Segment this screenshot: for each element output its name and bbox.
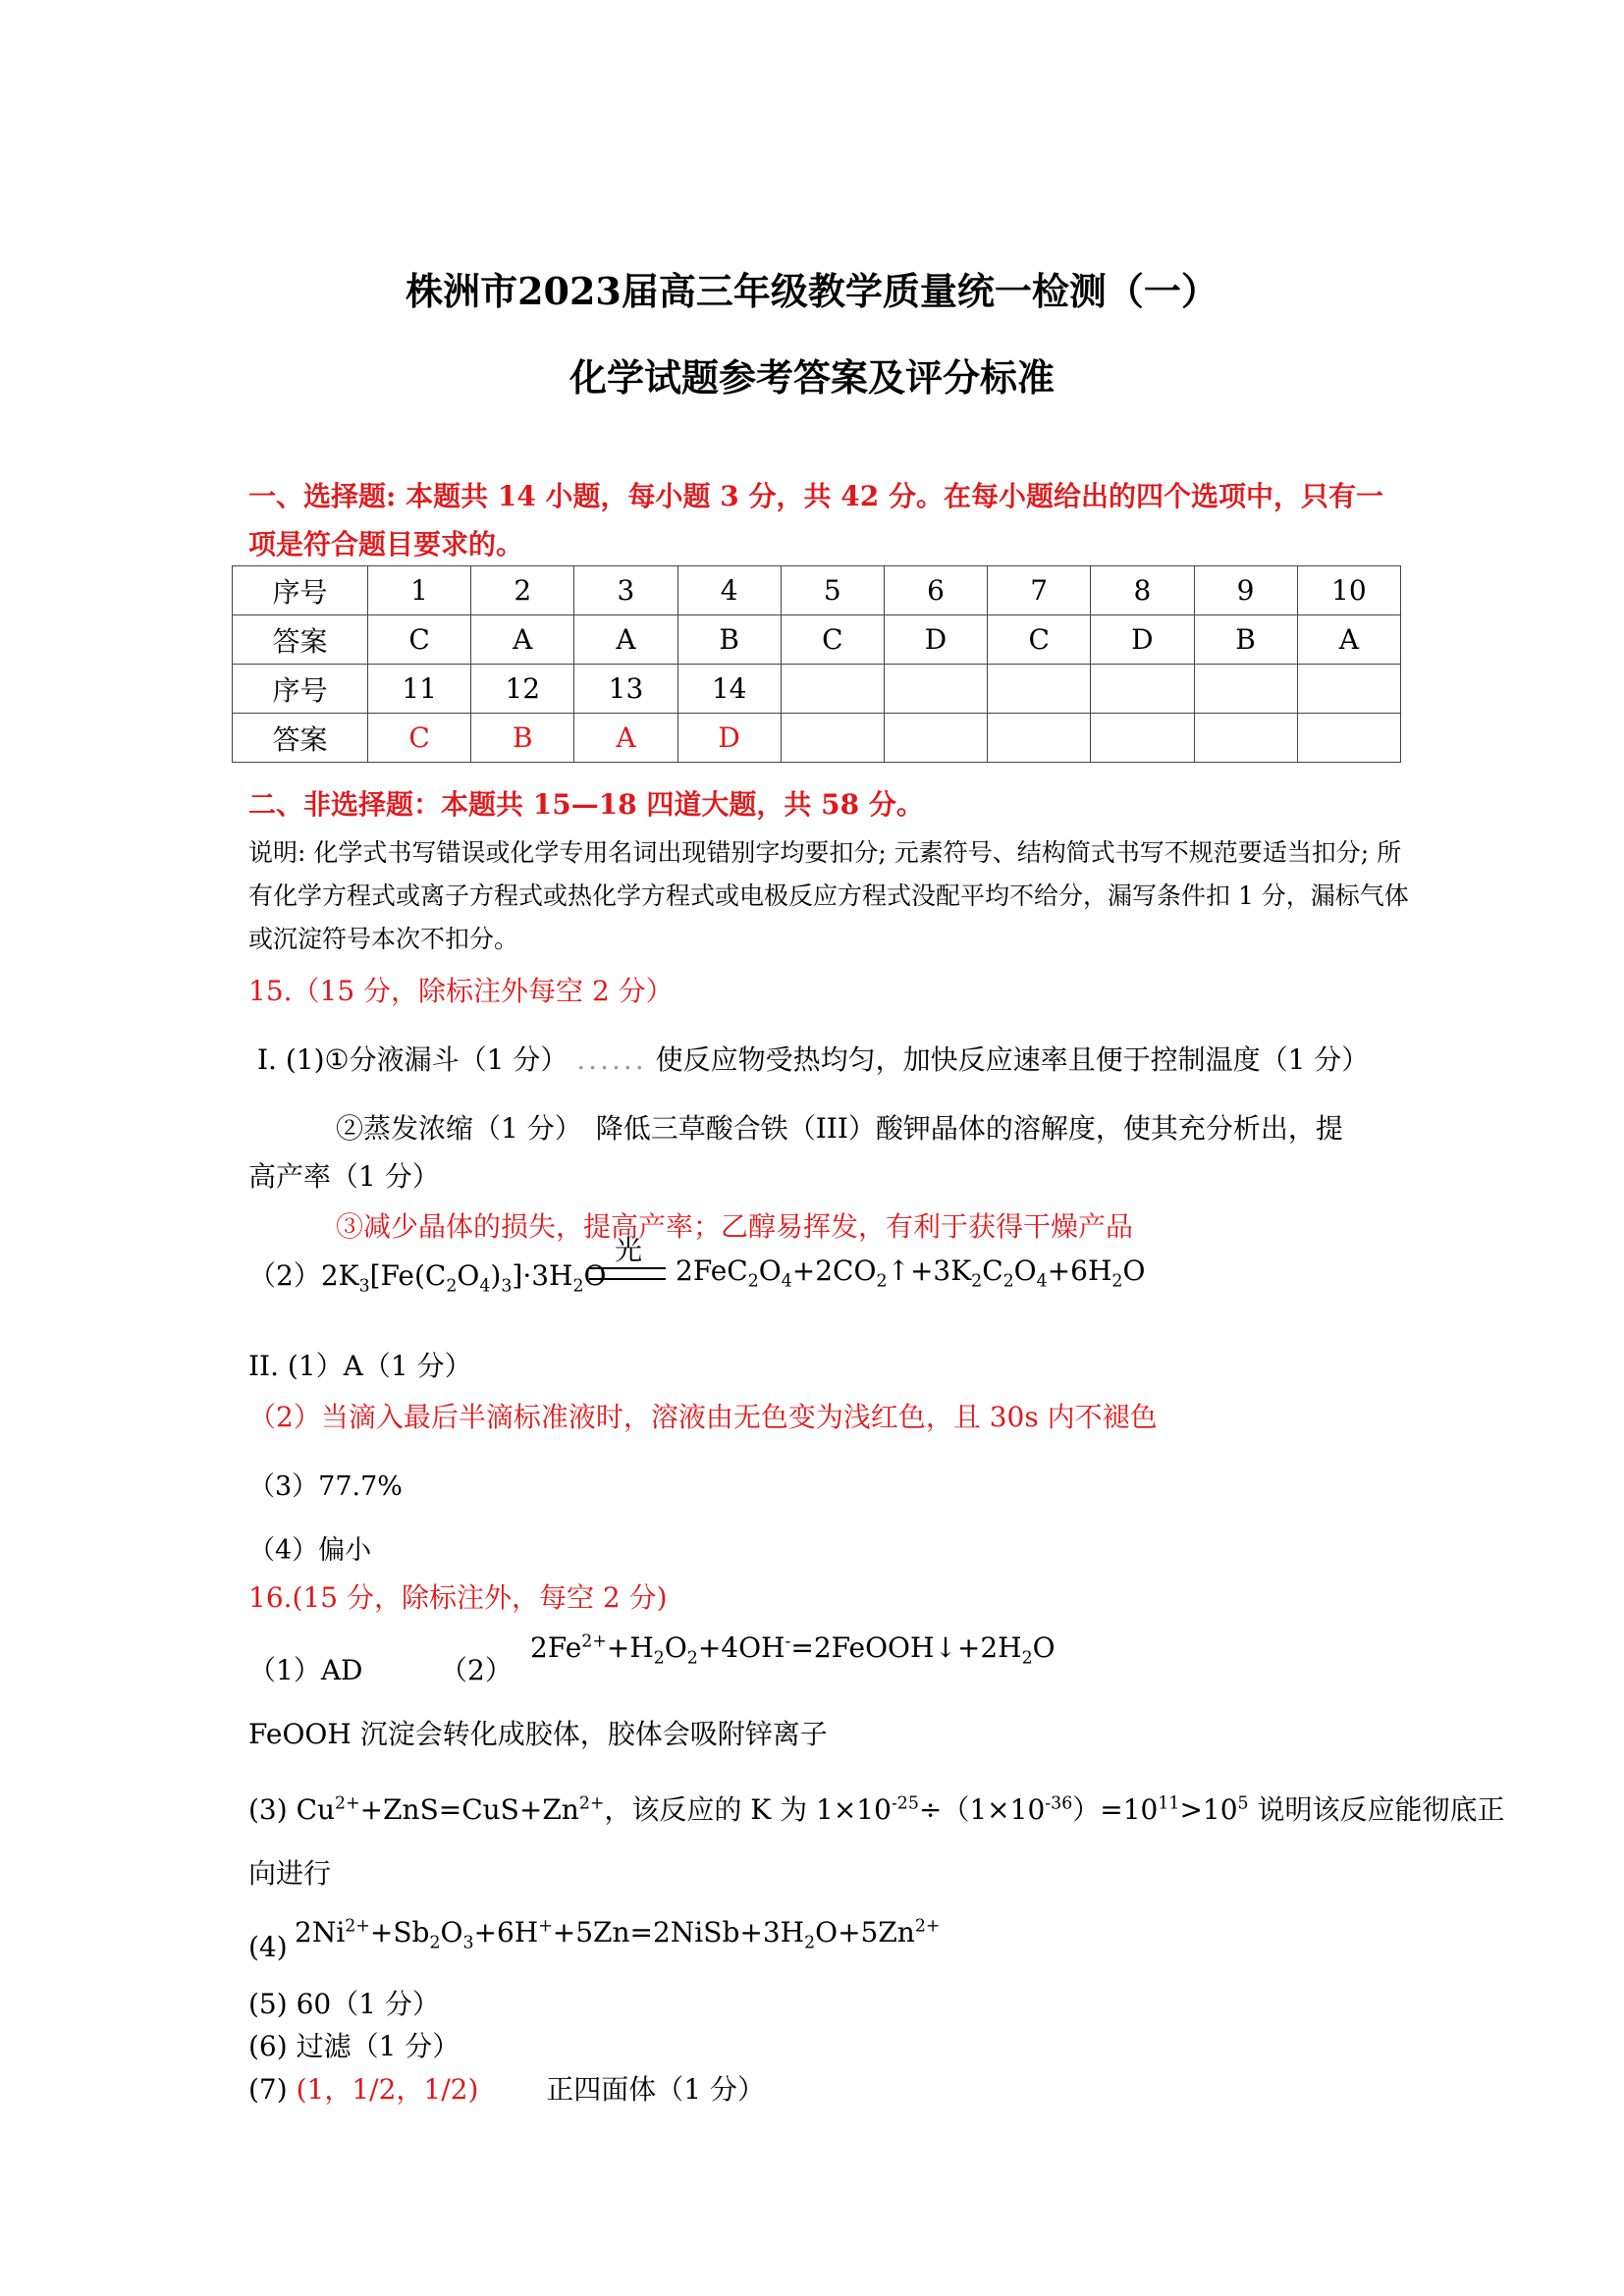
table-cell: A xyxy=(574,714,677,763)
table-cell: 2 xyxy=(471,566,574,615)
table-cell xyxy=(884,714,987,763)
q16-part7-label: (7) xyxy=(248,2073,288,2106)
table-cell xyxy=(1297,665,1400,714)
table-cell xyxy=(988,665,1091,714)
table-cell: A xyxy=(574,615,677,665)
q15-part2-line1: ②蒸发浓缩（1 分） 降低三草酸合铁（III）酸钾晶体的溶解度，使其充分析出，提 xyxy=(336,1112,1343,1145)
table-cell xyxy=(1091,665,1194,714)
table-cell: A xyxy=(1297,615,1400,665)
q16-part6: (6) 过滤（1 分） xyxy=(248,2030,460,2062)
table-row xyxy=(233,615,1401,665)
q16-part7 xyxy=(248,2068,765,2108)
table-row xyxy=(233,566,1401,615)
table-cell: C xyxy=(781,615,884,665)
q15-part1-dots: ...... xyxy=(576,1043,647,1076)
table-cell: 10 xyxy=(1297,566,1400,615)
table-cell: 9 xyxy=(1194,566,1297,615)
table-cell: 1 xyxy=(368,566,471,615)
q15-ii-part3: （3）77.7% xyxy=(248,1471,403,1502)
q15-ii-part1: II. (1）A（1 分） xyxy=(248,1350,472,1382)
q16-part3-line2: 向进行 xyxy=(248,1857,332,1890)
table-cell xyxy=(1194,665,1297,714)
table-cell: C xyxy=(368,615,471,665)
q15-ii-part2: （2）当滴入最后半滴标准液时，溶液由无色变为浅红色，且 30s 内不褪色 xyxy=(248,1401,1158,1433)
q15-ii-part4: （4）偏小 xyxy=(248,1535,372,1566)
section1-heading-line2: 项是符合题目要求的。 xyxy=(248,528,524,561)
table-cell: 14 xyxy=(677,665,781,714)
q15-part2-line2: 高产率（1 分） xyxy=(248,1160,440,1193)
row-label: 序号 xyxy=(233,566,368,615)
table-cell: 11 xyxy=(368,665,471,714)
table-cell: D xyxy=(1091,615,1194,665)
table-cell: 6 xyxy=(884,566,987,615)
table-cell: 3 xyxy=(574,566,677,615)
table-cell: 7 xyxy=(988,566,1091,615)
row-label: 答案 xyxy=(233,615,368,665)
q15-part1-prefix: Ⅰ. (1)①分液漏斗（1 分） xyxy=(257,1043,568,1076)
table-cell xyxy=(781,665,884,714)
table-cell xyxy=(988,714,1091,763)
equation-equals-sign xyxy=(589,1267,666,1280)
table-cell xyxy=(1091,714,1194,763)
table-cell xyxy=(1297,714,1400,763)
table-cell: A xyxy=(471,615,574,665)
q15-part1-text: 使反应物受热均匀，加快反应速率且便于控制温度（1 分） xyxy=(655,1043,1370,1076)
table-cell: B xyxy=(1194,615,1297,665)
q15-part1-answer xyxy=(257,1039,1369,1078)
table-cell: B xyxy=(677,615,781,665)
q16-part3-line1: (3) $Cu^{2+}+ZnS=CuS+Zn^{2+}$，该反应的 K 为 $1\times 10^{-25}\div(1\times 10^{-36})=10^{11}>10^5$ 说明该反应能彻底正 xyxy=(248,1793,1505,1826)
table-cell: D xyxy=(677,714,781,763)
document-title: 株洲市2023届高三年级教学质量统一检测（一） xyxy=(406,269,1218,313)
scoring-note: 说明: 化学式书写错误或化学专用名词出现错别字均要扣分; 元素符号、结构简式书写不规范要适当扣分; 所有化学方程式或离子方程式或热化学方程式或电极反应方程式没配平均不给分，漏写条件扣 1 分，漏标气体或沉淀符号本次不扣分。 xyxy=(248,838,1409,953)
table-cell: C xyxy=(988,615,1091,665)
row-label: 答案 xyxy=(233,714,368,763)
table-cell: 13 xyxy=(574,665,677,714)
answer-table xyxy=(232,565,1401,763)
document-subtitle: 化学试题参考答案及评分标准 xyxy=(568,355,1055,400)
q16-part1: （1）AD xyxy=(248,1654,363,1686)
q16-part4-label: (4) xyxy=(248,1931,288,1963)
table-row xyxy=(233,714,1401,763)
table-cell xyxy=(884,665,987,714)
q16-heading: 16.(15 分，除标注外，每空 2 分) xyxy=(248,1581,668,1614)
q16-part4-equation: $2Ni^{2+}+Sb_2O_3+6H^++5Zn=2NiSb+3H_2O+5Zn^{2+}$ xyxy=(295,1916,941,1953)
q15-part3: ③减少晶体的损失，提高产率；乙醇易挥发，有利于获得干燥产品 xyxy=(336,1210,1134,1243)
table-cell: D xyxy=(884,615,987,665)
table-cell: 12 xyxy=(471,665,574,714)
table-cell: C xyxy=(368,714,471,763)
light-condition-label: 光 xyxy=(615,1234,643,1266)
q16-part7-shape: 正四面体（1 分） xyxy=(546,2073,765,2106)
q15-equation-right: $2FeC_2O_4+2CO_2↑+3K_2C_2O_4+6H_2O$ xyxy=(676,1255,1146,1292)
table-cell: 8 xyxy=(1091,566,1194,615)
q16-part2-note: FeOOH 沉淀会转化成胶体，胶体会吸附锌离子 xyxy=(248,1718,828,1750)
q16-part2-equation: $2Fe^{2+}+H_2O_2+4OH^-=2FeOOH↓+2H_2O$ xyxy=(530,1631,1056,1669)
q16-part5: (5) 60（1 分） xyxy=(248,1988,440,2020)
table-row xyxy=(233,665,1401,714)
table-cell: B xyxy=(471,714,574,763)
table-cell xyxy=(1194,714,1297,763)
row-label: 序号 xyxy=(233,665,368,714)
q15-equation-left: $(2)2K_3[Fe(C_2O_4)_3]\cdot 3H_2O$ xyxy=(248,1259,607,1297)
table-cell: 4 xyxy=(677,566,781,615)
table-cell: 5 xyxy=(781,566,884,615)
section2-heading: 二、非选择题：本题共 15—18 四道大题，共 58 分。 xyxy=(248,788,924,821)
q16-part2-label: （2） xyxy=(440,1654,513,1686)
section1-heading-line1: 一、选择题: 本题共 14 小题，每小题 3 分，共 42 分。在每小题给出的四个选项中，只有一 xyxy=(248,480,1383,512)
q15-heading: 15.（15 分，除标注外每空 2 分） xyxy=(248,975,674,1007)
q16-part7-coordinate: (1，1/2，1/2) xyxy=(296,2073,479,2106)
table-cell xyxy=(781,714,884,763)
